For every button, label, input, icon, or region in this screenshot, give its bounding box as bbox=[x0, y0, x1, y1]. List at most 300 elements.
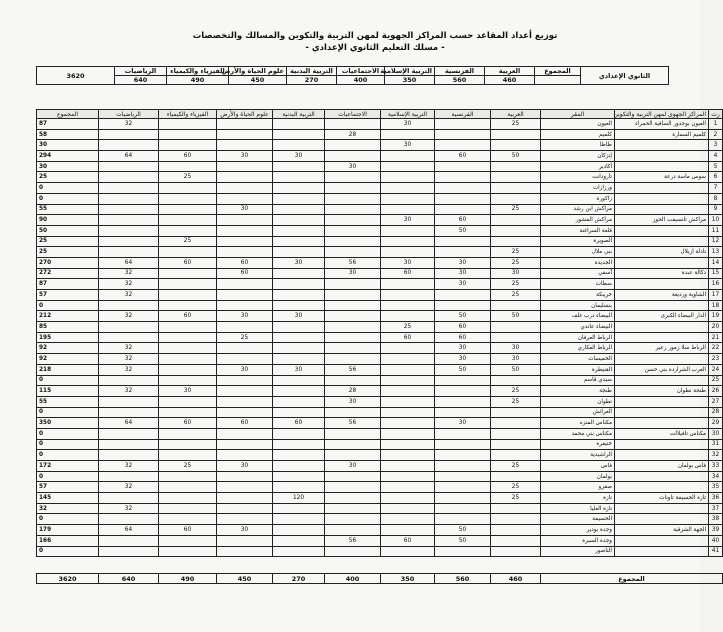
row-total: 0 bbox=[37, 439, 99, 450]
center-name: العيون بوجدور الساقية الحمراء bbox=[615, 119, 709, 130]
value-cell bbox=[325, 525, 381, 536]
value-cell bbox=[159, 354, 217, 365]
value-cell bbox=[325, 183, 381, 194]
center-name bbox=[615, 514, 709, 525]
value-cell: 25 bbox=[159, 461, 217, 472]
value-cell: 50 bbox=[491, 151, 541, 162]
row-number: 1 bbox=[709, 119, 723, 130]
value-cell bbox=[491, 375, 541, 386]
center-name: تادلة أزيلال bbox=[615, 247, 709, 258]
value-cell bbox=[217, 386, 273, 397]
value-cell: 56 bbox=[325, 535, 381, 546]
value-cell: 60 bbox=[435, 332, 491, 343]
row-number: 36 bbox=[709, 493, 723, 504]
value-cell bbox=[381, 236, 435, 247]
site-name: آسفي bbox=[541, 268, 615, 279]
center-name bbox=[615, 236, 709, 247]
value-cell bbox=[159, 450, 217, 461]
value-cell bbox=[435, 247, 491, 258]
table-row bbox=[37, 290, 723, 301]
value-cell bbox=[159, 290, 217, 301]
site-name: تارودانت bbox=[541, 172, 615, 183]
value-cell: 50 bbox=[491, 311, 541, 322]
value-cell bbox=[325, 514, 381, 525]
value-cell bbox=[325, 279, 381, 290]
value-cell bbox=[159, 407, 217, 418]
value-cell: 32 bbox=[99, 268, 159, 279]
table-row bbox=[37, 215, 723, 226]
site-name: خريبكة bbox=[541, 290, 615, 301]
value-cell: 25 bbox=[491, 279, 541, 290]
site-name: البيضاء عاندي bbox=[541, 322, 615, 333]
row-number: 19 bbox=[709, 311, 723, 322]
value-cell bbox=[491, 172, 541, 183]
value-cell bbox=[381, 172, 435, 183]
title-line-2: - مسلك التعليم الثانوي الإعدادي - bbox=[305, 43, 445, 53]
center-name: سوس ماسة درعة bbox=[615, 172, 709, 183]
value-cell: 32 bbox=[99, 386, 159, 397]
main-body bbox=[37, 119, 723, 557]
value-cell bbox=[325, 375, 381, 386]
row-number: 29 bbox=[709, 418, 723, 429]
center-name bbox=[615, 546, 709, 557]
value-cell: 30 bbox=[491, 268, 541, 279]
table-row bbox=[37, 129, 723, 140]
value-cell: 32 bbox=[99, 311, 159, 322]
site-name: مراكش المشور bbox=[541, 215, 615, 226]
row-total: 92 bbox=[37, 354, 99, 365]
center-name: مراكش تانسيفت الحوز bbox=[615, 215, 709, 226]
site-name: تازة bbox=[541, 493, 615, 504]
value-cell bbox=[381, 514, 435, 525]
value-cell: 60 bbox=[217, 418, 273, 429]
row-number: 21 bbox=[709, 332, 723, 343]
value-cell bbox=[435, 546, 491, 557]
value-cell bbox=[491, 428, 541, 439]
value-cell bbox=[99, 300, 159, 311]
value-cell: 30 bbox=[217, 525, 273, 536]
center-name: دكالة عبدة bbox=[615, 268, 709, 279]
value-cell bbox=[99, 172, 159, 183]
site-name: طنجة bbox=[541, 386, 615, 397]
value-cell bbox=[217, 428, 273, 439]
value-cell bbox=[99, 183, 159, 194]
value-cell bbox=[159, 119, 217, 130]
site-name: بنسليمان bbox=[541, 300, 615, 311]
value-cell bbox=[325, 204, 381, 215]
row-number: 20 bbox=[709, 322, 723, 333]
value-cell bbox=[325, 247, 381, 258]
value-cell bbox=[435, 236, 491, 247]
value-cell: 30 bbox=[435, 279, 491, 290]
value-cell bbox=[273, 546, 325, 557]
value-cell bbox=[491, 236, 541, 247]
row-total: 0 bbox=[37, 300, 99, 311]
value-cell bbox=[159, 471, 217, 482]
value-cell bbox=[435, 450, 491, 461]
site-name: طاطا bbox=[541, 140, 615, 151]
row-number: 38 bbox=[709, 514, 723, 525]
value-cell: 30 bbox=[273, 151, 325, 162]
value-cell bbox=[491, 332, 541, 343]
center-name bbox=[615, 140, 709, 151]
row-total: 166 bbox=[37, 535, 99, 546]
row-total: 0 bbox=[37, 375, 99, 386]
row-total: 115 bbox=[37, 386, 99, 397]
value-cell bbox=[491, 300, 541, 311]
value-cell bbox=[273, 300, 325, 311]
site-name: كلميم bbox=[541, 129, 615, 140]
value-cell bbox=[381, 354, 435, 365]
column-header: المجموع bbox=[37, 110, 99, 119]
column-header: الفرنسية bbox=[435, 110, 491, 119]
site-name: الحسيمة bbox=[541, 514, 615, 525]
row-total: 87 bbox=[37, 279, 99, 290]
value-cell bbox=[159, 300, 217, 311]
summary-header: التربية الإسلامية bbox=[385, 67, 435, 76]
value-cell bbox=[159, 375, 217, 386]
value-cell: 30 bbox=[435, 257, 491, 268]
value-cell: 60 bbox=[217, 268, 273, 279]
value-cell bbox=[325, 119, 381, 130]
value-cell bbox=[159, 514, 217, 525]
row-total: 57 bbox=[37, 290, 99, 301]
row-number: 10 bbox=[709, 215, 723, 226]
row-number: 22 bbox=[709, 343, 723, 354]
site-name: بني ملال bbox=[541, 247, 615, 258]
value-cell bbox=[435, 482, 491, 493]
value-cell bbox=[325, 193, 381, 204]
value-cell: 30 bbox=[273, 257, 325, 268]
value-cell bbox=[99, 471, 159, 482]
value-cell: 60 bbox=[159, 418, 217, 429]
center-name: مكناس تافيلالت bbox=[615, 428, 709, 439]
row-total: 25 bbox=[37, 172, 99, 183]
table-row bbox=[37, 322, 723, 333]
table-row bbox=[37, 386, 723, 397]
row-total: 0 bbox=[37, 407, 99, 418]
center-name bbox=[615, 535, 709, 546]
value-cell bbox=[491, 418, 541, 429]
row-number: 6 bbox=[709, 172, 723, 183]
value-cell: 30 bbox=[435, 418, 491, 429]
value-cell bbox=[273, 193, 325, 204]
center-name: طنجة تطوان bbox=[615, 386, 709, 397]
value-cell bbox=[325, 290, 381, 301]
value-cell: 30 bbox=[435, 268, 491, 279]
summary-value: 270 bbox=[287, 76, 337, 85]
table-row bbox=[37, 503, 723, 514]
row-number: 11 bbox=[709, 225, 723, 236]
value-cell bbox=[99, 428, 159, 439]
row-total: 55 bbox=[37, 396, 99, 407]
site-name: وجدة السيرة bbox=[541, 535, 615, 546]
value-cell: 50 bbox=[435, 535, 491, 546]
table-row bbox=[37, 525, 723, 536]
value-cell bbox=[273, 322, 325, 333]
value-cell bbox=[435, 161, 491, 172]
value-cell bbox=[381, 151, 435, 162]
footer-label: المجموع bbox=[541, 574, 723, 584]
row-number: 40 bbox=[709, 535, 723, 546]
value-cell: 56 bbox=[325, 364, 381, 375]
value-cell: 32 bbox=[99, 503, 159, 514]
value-cell: 25 bbox=[491, 396, 541, 407]
summary-value: 350 bbox=[385, 76, 435, 85]
row-number: 16 bbox=[709, 279, 723, 290]
table-row bbox=[37, 493, 723, 504]
summary-header: المجموع bbox=[535, 67, 581, 76]
value-cell: 60 bbox=[273, 418, 325, 429]
center-name bbox=[615, 482, 709, 493]
center-name bbox=[615, 300, 709, 311]
value-cell bbox=[273, 471, 325, 482]
main-header-row bbox=[37, 110, 723, 119]
site-name: القنيطرة bbox=[541, 364, 615, 375]
table-row bbox=[37, 247, 723, 258]
value-cell bbox=[491, 514, 541, 525]
value-cell bbox=[273, 172, 325, 183]
value-cell: 60 bbox=[435, 151, 491, 162]
center-name bbox=[615, 225, 709, 236]
value-cell bbox=[159, 279, 217, 290]
table-row bbox=[37, 236, 723, 247]
footer-value: 270 bbox=[273, 574, 325, 584]
value-cell bbox=[273, 268, 325, 279]
row-total: 50 bbox=[37, 225, 99, 236]
value-cell bbox=[273, 461, 325, 472]
value-cell bbox=[381, 161, 435, 172]
value-cell bbox=[99, 140, 159, 151]
summary-values-row bbox=[37, 76, 669, 85]
value-cell bbox=[159, 215, 217, 226]
row-total: 0 bbox=[37, 450, 99, 461]
value-cell: 30 bbox=[325, 461, 381, 472]
value-cell bbox=[435, 300, 491, 311]
value-cell bbox=[159, 204, 217, 215]
table-row bbox=[37, 257, 723, 268]
value-cell bbox=[491, 439, 541, 450]
table-row bbox=[37, 193, 723, 204]
value-cell: 60 bbox=[435, 215, 491, 226]
value-cell bbox=[325, 311, 381, 322]
row-total: 55 bbox=[37, 204, 99, 215]
value-cell: 30 bbox=[491, 354, 541, 365]
center-name: الجهة الشرقية bbox=[615, 525, 709, 536]
value-cell bbox=[99, 439, 159, 450]
value-cell bbox=[491, 161, 541, 172]
value-cell bbox=[273, 183, 325, 194]
site-name: مكناس المنزه bbox=[541, 418, 615, 429]
center-name: فاس بولمان bbox=[615, 461, 709, 472]
center-name bbox=[615, 354, 709, 365]
document-titles bbox=[180, 30, 570, 54]
column-header: علوم الحياة والأرض bbox=[217, 110, 273, 119]
value-cell bbox=[273, 354, 325, 365]
site-name: الخميسات bbox=[541, 354, 615, 365]
row-number: 37 bbox=[709, 503, 723, 514]
value-cell bbox=[491, 450, 541, 461]
center-name bbox=[615, 503, 709, 514]
center-name: تازة الحسيمة تاونات bbox=[615, 493, 709, 504]
site-name: أكادير bbox=[541, 161, 615, 172]
value-cell bbox=[381, 343, 435, 354]
value-cell: 50 bbox=[435, 525, 491, 536]
row-total: 92 bbox=[37, 343, 99, 354]
row-number: 14 bbox=[709, 257, 723, 268]
value-cell bbox=[381, 386, 435, 397]
value-cell bbox=[325, 322, 381, 333]
summary-value: 400 bbox=[337, 76, 385, 85]
value-cell bbox=[99, 204, 159, 215]
table-row bbox=[37, 407, 723, 418]
footer-value: 400 bbox=[325, 574, 381, 584]
row-number: 41 bbox=[709, 546, 723, 557]
value-cell: 32 bbox=[99, 354, 159, 365]
center-name: الرباط سلا زمور زعير bbox=[615, 343, 709, 354]
value-cell: 64 bbox=[99, 151, 159, 162]
value-cell: 30 bbox=[381, 119, 435, 130]
table-row bbox=[37, 225, 723, 236]
value-cell: 32 bbox=[99, 290, 159, 301]
value-cell: 25 bbox=[159, 236, 217, 247]
value-cell bbox=[491, 525, 541, 536]
table-row bbox=[37, 482, 723, 493]
table-row bbox=[37, 354, 723, 365]
footer-value: 350 bbox=[381, 574, 435, 584]
value-cell bbox=[99, 225, 159, 236]
value-cell bbox=[159, 140, 217, 151]
value-cell: 50 bbox=[435, 225, 491, 236]
row-number: 12 bbox=[709, 236, 723, 247]
value-cell bbox=[159, 225, 217, 236]
summary-header-row bbox=[37, 67, 669, 76]
value-cell: 32 bbox=[99, 461, 159, 472]
site-name: الراشيدية bbox=[541, 450, 615, 461]
site-name: تازة العليا bbox=[541, 503, 615, 514]
site-name: قلعة السراغنة bbox=[541, 225, 615, 236]
site-name: بولمان bbox=[541, 471, 615, 482]
site-name: إنزكان bbox=[541, 151, 615, 162]
row-total: 57 bbox=[37, 482, 99, 493]
value-cell bbox=[325, 354, 381, 365]
table-row bbox=[37, 332, 723, 343]
row-total: 0 bbox=[37, 193, 99, 204]
row-total: 25 bbox=[37, 236, 99, 247]
value-cell bbox=[217, 439, 273, 450]
value-cell bbox=[273, 129, 325, 140]
value-cell bbox=[435, 503, 491, 514]
value-cell: 25 bbox=[217, 332, 273, 343]
value-cell: 60 bbox=[217, 257, 273, 268]
site-name: البيضاء درب غلف bbox=[541, 311, 615, 322]
value-cell bbox=[325, 493, 381, 504]
table-row bbox=[37, 396, 723, 407]
title-line-1: توزيع أعداد المقاعد حسب المراكز الجهوية لمهن التربية والتكوين والمسالك والتخصصات bbox=[192, 31, 558, 41]
value-cell: 28 bbox=[325, 386, 381, 397]
row-total: 85 bbox=[37, 322, 99, 333]
value-cell: 60 bbox=[381, 332, 435, 343]
column-header: الفيزياء والكيمياء bbox=[159, 110, 217, 119]
value-cell bbox=[159, 535, 217, 546]
summary-total: 3620 bbox=[37, 67, 115, 85]
value-cell bbox=[381, 300, 435, 311]
value-cell: 60 bbox=[435, 322, 491, 333]
value-cell bbox=[217, 300, 273, 311]
center-name: كلميم السمارة bbox=[615, 129, 709, 140]
value-cell: 30 bbox=[491, 343, 541, 354]
value-cell bbox=[325, 300, 381, 311]
row-number: 23 bbox=[709, 354, 723, 365]
value-cell bbox=[435, 193, 491, 204]
value-cell bbox=[217, 140, 273, 151]
value-cell: 30 bbox=[217, 204, 273, 215]
value-cell bbox=[381, 311, 435, 322]
summary-table bbox=[36, 66, 669, 85]
value-cell bbox=[99, 493, 159, 504]
value-cell: 32 bbox=[99, 279, 159, 290]
row-total: 0 bbox=[37, 428, 99, 439]
value-cell bbox=[491, 140, 541, 151]
value-cell bbox=[381, 493, 435, 504]
table-row bbox=[37, 151, 723, 162]
row-number: 39 bbox=[709, 525, 723, 536]
value-cell: 32 bbox=[99, 343, 159, 354]
row-number: 8 bbox=[709, 193, 723, 204]
table-row bbox=[37, 140, 723, 151]
row-total: 32 bbox=[37, 503, 99, 514]
table-row bbox=[37, 461, 723, 472]
value-cell bbox=[273, 140, 325, 151]
value-cell bbox=[435, 386, 491, 397]
value-cell bbox=[159, 503, 217, 514]
value-cell bbox=[325, 546, 381, 557]
summary-value bbox=[535, 76, 581, 85]
row-total: 294 bbox=[37, 151, 99, 162]
value-cell bbox=[435, 204, 491, 215]
row-total: 272 bbox=[37, 268, 99, 279]
summary-value: 640 bbox=[115, 76, 167, 85]
value-cell bbox=[325, 140, 381, 151]
value-cell bbox=[273, 332, 325, 343]
value-cell bbox=[435, 428, 491, 439]
column-header: العربية bbox=[491, 110, 541, 119]
value-cell bbox=[435, 514, 491, 525]
row-number: 24 bbox=[709, 364, 723, 375]
value-cell: 30 bbox=[273, 311, 325, 322]
table-row bbox=[37, 268, 723, 279]
value-cell bbox=[325, 225, 381, 236]
value-cell bbox=[491, 407, 541, 418]
value-cell bbox=[99, 514, 159, 525]
footer-total: 3620 bbox=[37, 574, 99, 584]
summary-header: العربية bbox=[485, 67, 535, 76]
value-cell bbox=[159, 546, 217, 557]
table-row bbox=[37, 364, 723, 375]
value-cell bbox=[273, 119, 325, 130]
summary-header: الفيزياء والكيمياء bbox=[167, 67, 229, 76]
value-cell bbox=[491, 322, 541, 333]
value-cell: 30 bbox=[325, 268, 381, 279]
row-total: 350 bbox=[37, 418, 99, 429]
summary-header: الرياضيات bbox=[115, 67, 167, 76]
footer-value: 640 bbox=[99, 574, 159, 584]
value-cell bbox=[99, 375, 159, 386]
center-name bbox=[615, 450, 709, 461]
value-cell bbox=[159, 183, 217, 194]
value-cell bbox=[381, 439, 435, 450]
value-cell: 25 bbox=[491, 290, 541, 301]
